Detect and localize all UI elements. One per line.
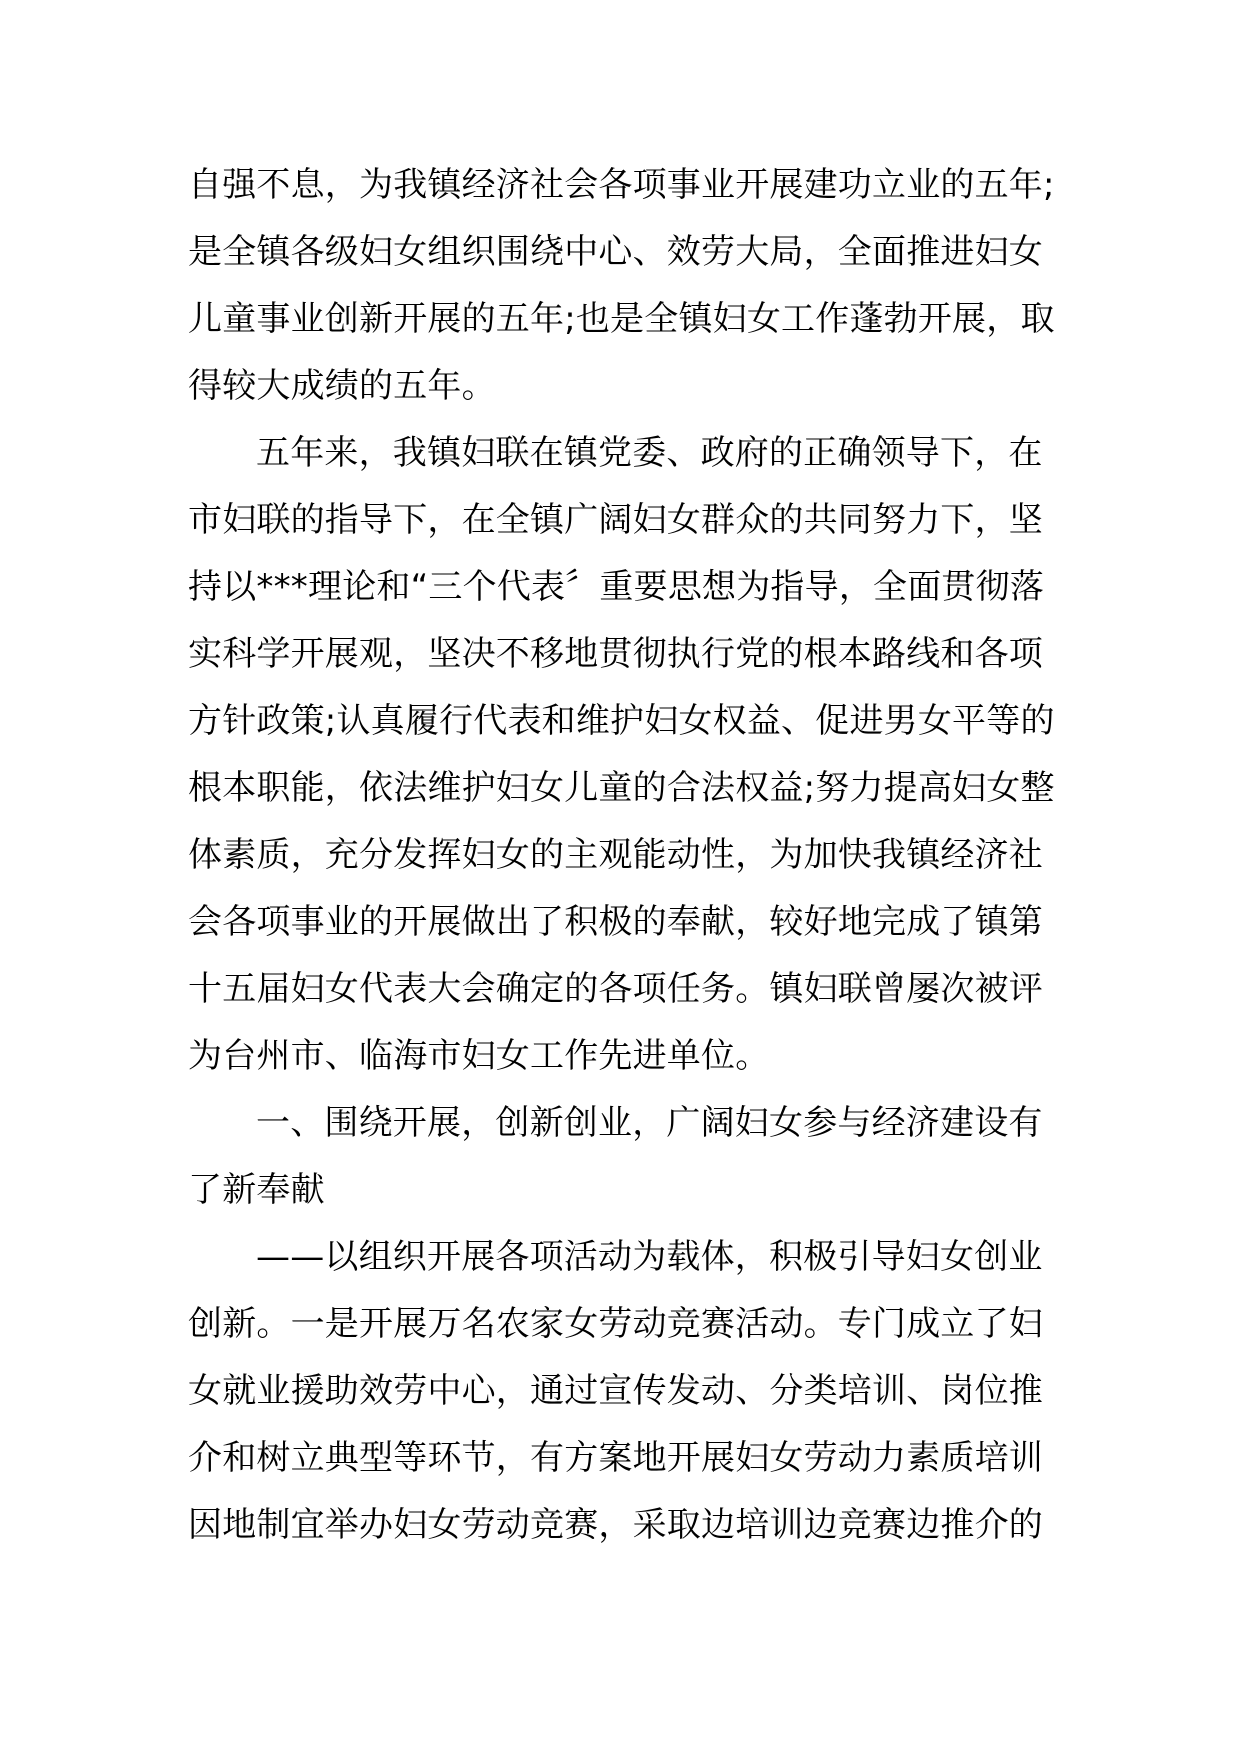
text-line: 根本职能，依法维护妇女儿童的合法权益;努力提高妇女整 bbox=[188, 768, 1055, 808]
text-line: 介和树立典型等环节，有方案地开展妇女劳动力素质培训 bbox=[188, 1438, 1043, 1478]
document-page bbox=[188, 152, 1055, 1559]
text-line: 十五届妇女代表大会确定的各项任务。镇妇联曾屡次被评 bbox=[188, 969, 1043, 1009]
text-line: 体素质，充分发挥妇女的主观能动性，为加快我镇经济社 bbox=[188, 835, 1043, 875]
text-line: 一、围绕开展，创新创业，广阔妇女参与经济建设有 bbox=[256, 1103, 1043, 1143]
text-line: 得较大成绩的五年。 bbox=[188, 366, 496, 406]
text-line: 儿童事业创新开展的五年;也是全镇妇女工作蓬勃开展，取 bbox=[188, 299, 1055, 339]
text-line: 自强不息，为我镇经济社会各项事业开展建功立业的五年; bbox=[188, 165, 1055, 205]
text-line: 持以***理论和“三个代表〞重要思想为指导，全面贯彻落 bbox=[188, 567, 1045, 607]
text-line: 女就业援助效劳中心，通过宣传发动、分类培训、岗位推 bbox=[188, 1371, 1043, 1411]
section-heading bbox=[188, 1090, 1052, 1224]
text-line: 了新奉献 bbox=[188, 1170, 325, 1210]
paragraph-continuation bbox=[188, 152, 1055, 420]
text-line: 五年来，我镇妇联在镇党委、政府的正确领导下，在 bbox=[256, 433, 1043, 473]
text-line: 因地制宜举办妇女劳动竞赛，采取边培训边竞赛边推介的 bbox=[188, 1505, 1043, 1545]
text-line: 市妇联的指导下，在全镇广阔妇女群众的共同努力下，坚 bbox=[188, 500, 1043, 540]
text-line: 会各项事业的开展做出了积极的奉献，较好地完成了镇第 bbox=[188, 902, 1043, 942]
text-line: 是全镇各级妇女组织围绕中心、效劳大局，全面推进妇女 bbox=[188, 232, 1043, 272]
paragraph-activities bbox=[188, 1224, 1052, 1559]
text-line: 为台州市、临海市妇女工作先进单位。 bbox=[188, 1036, 770, 1076]
text-line: 创新。一是开展万名农家女劳动竞赛活动。专门成立了妇 bbox=[188, 1304, 1043, 1344]
text-line: 实科学开展观，坚决不移地贯彻执行党的根本路线和各项 bbox=[188, 634, 1043, 674]
text-line: ——以组织开展各项活动为载体，积极引导妇女创业 bbox=[256, 1237, 1043, 1277]
paragraph-overview bbox=[188, 420, 1055, 1090]
text-line: 方针政策;认真履行代表和维护妇女权益、促进男女平等的 bbox=[188, 701, 1055, 741]
